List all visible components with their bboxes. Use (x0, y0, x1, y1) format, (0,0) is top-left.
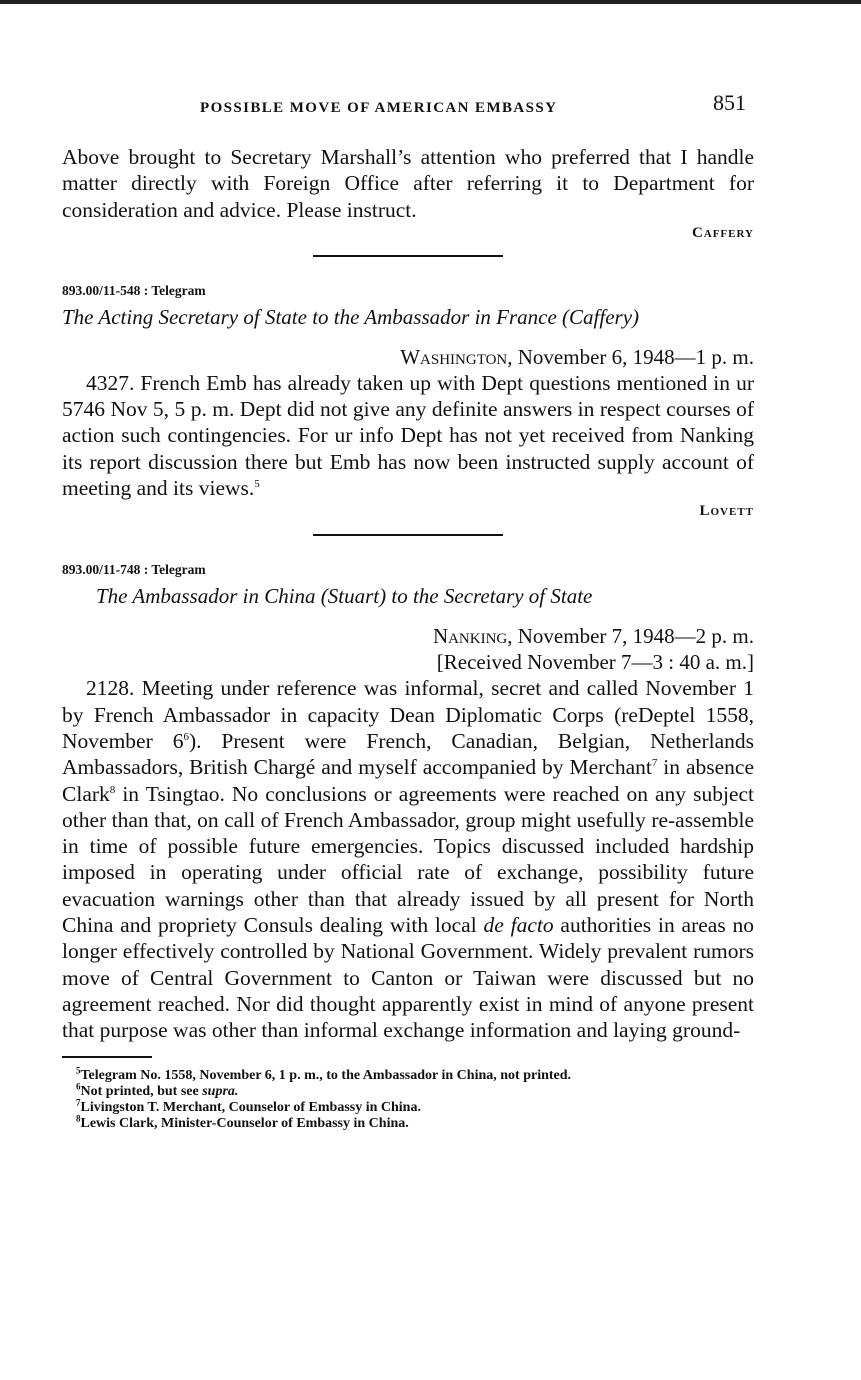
footnote-8 (62, 1112, 754, 1132)
footnote-ref: 5 (254, 477, 260, 490)
body-text: authorities in areas no longer effectively controlled by National Government. Widely prevalent rumors move of Central Government to Canton or Taiwan were discussed but no agreement reached. Nor did thought apparently exist in mind of anyone present that purpose was other than informal exchange information and laying ground- (62, 913, 754, 1043)
footnote-6 (62, 1080, 754, 1100)
dateline-place: Nanking (432, 624, 508, 649)
body-text: ). Present were French, Canadian, Belgian, Netherlands Ambassadors, British Chargé and myself accompanied by Merchant (62, 728, 755, 780)
dateline (62, 623, 754, 649)
telegram-heading: The Acting Secretary of State to the Ambassador in France (Caffery) (62, 304, 640, 329)
page-number: 851 (713, 90, 746, 115)
footnote-mark: 6 (76, 1080, 81, 1091)
body-italic: de facto (483, 913, 554, 938)
continued-paragraph: Above brought to Secretary Marshall’s attention who preferred that I handle matter directly with Foreign Office after referring it to Department for consideration and advice. Please instruct. (62, 145, 754, 222)
dateline-date: , November 7, 1948—2 p. m. (507, 624, 754, 649)
telegram-heading: The Ambassador in China (Stuart) to the Secretary of State (96, 584, 593, 609)
footnote-text: Livingston T. Merchant, Counselor of Embassy in China. (80, 1099, 421, 1115)
dateline-place: Washington (400, 344, 508, 369)
file-reference: 893.00/11-748 : Telegram (62, 562, 206, 578)
running-head (62, 88, 754, 122)
dateline (62, 344, 754, 370)
footnote-5 (62, 1064, 754, 1084)
footnote-text: Telegram No. 1558, November 6, 1 p. m., to the Ambassador in China, not printed. (80, 1067, 572, 1083)
telegram-body (62, 370, 754, 501)
footnote-text: Lewis Clark, Minister-Counselor of Embassy in China. (80, 1115, 409, 1131)
footnote-italic: supra. (202, 1083, 239, 1099)
body-text: in absence Clark (62, 755, 754, 806)
document-page (62, 88, 754, 1132)
telegram-body (62, 675, 754, 1043)
footnote-mark: 7 (76, 1096, 81, 1107)
footnote-7 (62, 1096, 754, 1116)
footnote-text: Not printed, but see (80, 1083, 203, 1099)
footnote-mark: 8 (76, 1112, 81, 1123)
dateline-date: , November 6, 1948—1 p. m. (507, 344, 754, 369)
telegram-body-text: 4327. French Emb has already taken up with Dept questions mentioned in ur 5746 Nov 5, 5 p. m. Dept did not give any definite answers in respect courses of action such contingencies. For ur info Dept has not yet received from Nanking its report discussion there but Emb has now been instructed supply account of meeting and its views. (62, 370, 754, 501)
body-text: 2128. Meeting under reference was informal, secret and called November 1 by French Ambassador in capacity Dean Diplomatic Corps (reDeptel 1558, November 6 (62, 676, 754, 753)
signature-lovett: Lovett (699, 503, 754, 520)
footnote-ref: 6 (183, 730, 189, 743)
received-line: [Received November 7—3 : 40 a. m.] (436, 650, 754, 675)
footnote-rule (62, 1056, 152, 1058)
running-head-title: POSSIBLE MOVE OF AMERICAN EMBASSY (200, 100, 558, 116)
footnote-ref: 7 (651, 757, 658, 770)
signature-caffery: Caffery (691, 224, 754, 241)
footnotes (62, 1064, 754, 1132)
body-text: in Tsingtao. No conclusions or agreements were reached on any subject other than that, on call of French Ambassador, group might usefully re-assemble in time of possible future emergencies. Topics discussed included hardship imposed in operating under official rate of exchange, possibility future evacuation warnings other than that already issued by all present for North China and propriety Consuls dealing with local (62, 781, 754, 938)
scan-top-edge (0, 0, 861, 4)
footnote-ref: 8 (109, 783, 116, 796)
footnote-mark: 5 (76, 1064, 81, 1075)
file-reference: 893.00/11-548 : Telegram (62, 282, 206, 298)
